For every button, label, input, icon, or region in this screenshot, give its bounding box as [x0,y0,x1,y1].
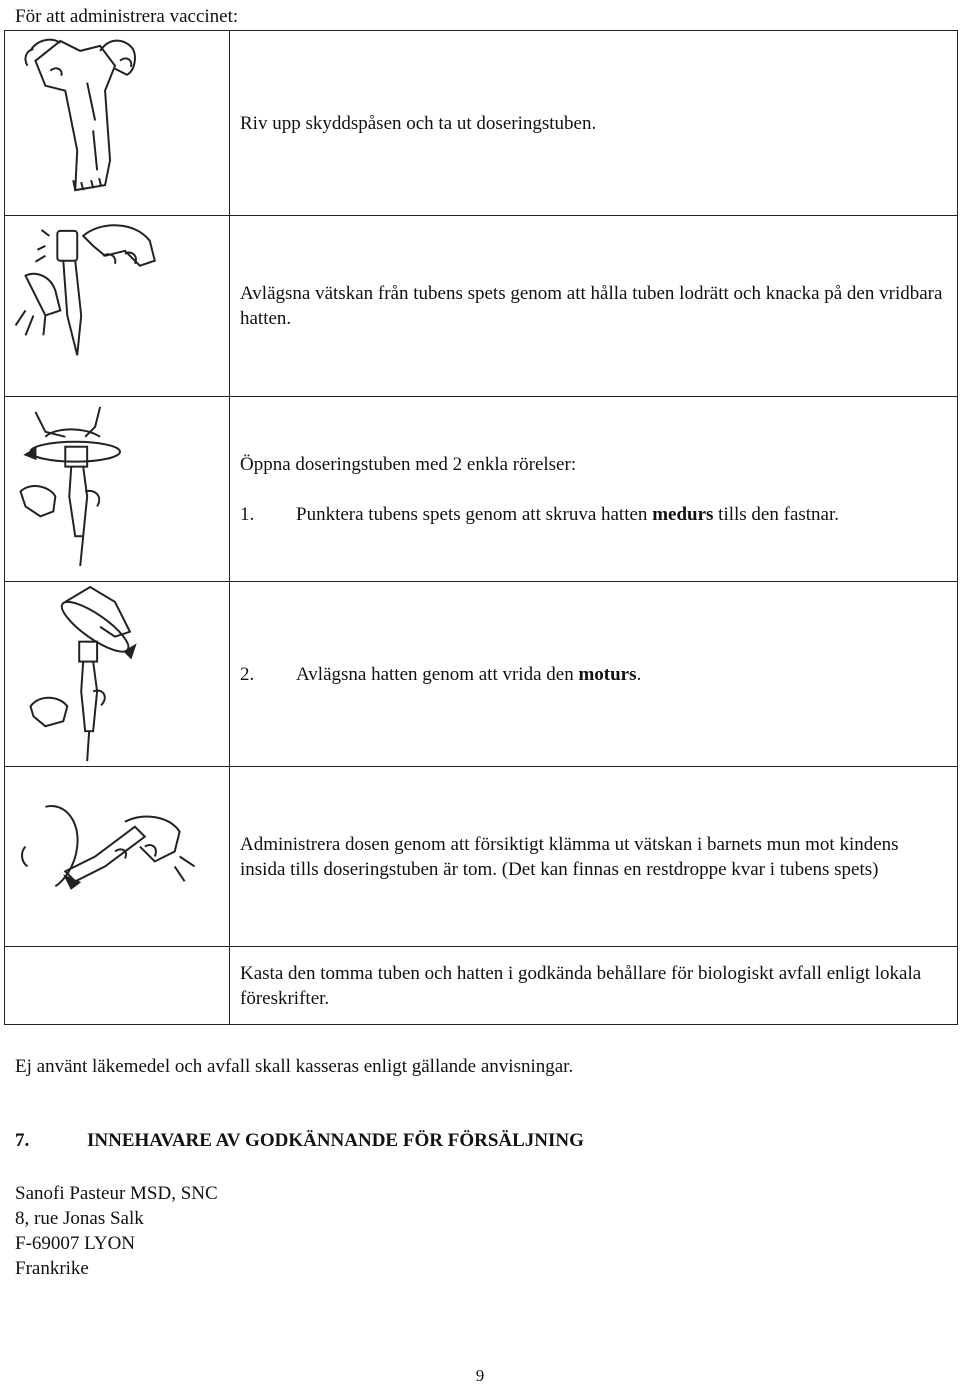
step-2-text: Avlägsna vätskan från tubens spets genom att hålla tuben lodrätt och knacka på den vridbara hatten. [240,283,943,329]
step-row-5 [5,767,958,947]
step-4-item-end: . [636,663,642,685]
step-4-item-text: Avlägsna hatten genom att vrida den [296,663,579,685]
step-1-image-cell [5,31,230,216]
step-4-item-bold: moturs [578,663,637,685]
step-4-text-cell [230,582,958,767]
step-5-text-cell [230,767,958,947]
step-3-image-cell [5,397,230,582]
holder-line-2: 8, rue Jonas Salk [15,1208,144,1229]
section-heading [15,1129,584,1153]
administer-dose-icon [5,767,229,946]
step-3-intro: Öppna doseringstuben med 2 enkla rörelser: [240,453,577,475]
disposal-note: Ej använt läkemedel och avfall skall kasseras enligt gällande anvisningar. [15,1056,574,1077]
step-row-3 [5,397,958,582]
holder-line-3: F-69007 LYON [15,1233,136,1254]
page-number: 9 [475,1366,485,1385]
twist-clockwise-icon [5,397,229,581]
section-title: INNEHAVARE AV GODKÄNNANDE FÖR FÖRSÄLJNING [87,1130,584,1151]
step-1-text-cell [230,31,958,216]
step-row-6 [5,947,958,1025]
step-row-2 [5,216,958,397]
tear-pouch-icon [5,31,229,215]
step-row-1 [5,31,958,216]
step-6-text-cell [230,947,958,1025]
intro-text: För att administrera vaccinet: [15,6,239,27]
tap-cap-icon [5,216,229,396]
step-3-item-text: Punktera tubens spets genom att skruva hatten [296,503,653,525]
step-5-text: Administrera dosen genom att försiktigt klämma ut vätskan i barnets mun mot kindens insida tills doseringstuben är tom. (Det kan finnas en restdroppe kvar i tubens spets) [240,833,899,880]
step-3-item-end: tills den fastnar. [713,503,840,525]
step-6-text: Kasta den tomma tuben och hatten i godkända behållare för biologiskt avfall enligt lokala föreskrifter. [240,962,922,1009]
step-row-4 [5,582,958,767]
instructions-table [4,30,958,1025]
step-4-item-number: 2. [240,663,255,685]
holder-line-1: Sanofi Pasteur MSD, SNC [15,1183,218,1204]
marketing-holder-address [15,1181,218,1281]
step-6-image-cell [5,947,230,1025]
step-3-item-number: 1. [240,503,255,525]
holder-line-4: Frankrike [15,1258,89,1279]
step-3-item [240,502,945,527]
section-number: 7. [15,1130,30,1151]
step-4-image-cell [5,582,230,767]
step-3-item-bold: medurs [652,503,714,525]
step-2-text-cell [230,216,958,397]
step-5-image-cell [5,767,230,947]
step-4-item [240,662,945,687]
twist-counterclockwise-icon [5,582,229,766]
step-2-image-cell [5,216,230,397]
step-1-text: Riv upp skyddspåsen och ta ut doseringstuben. [240,112,597,134]
step-3-text-cell [230,397,958,582]
